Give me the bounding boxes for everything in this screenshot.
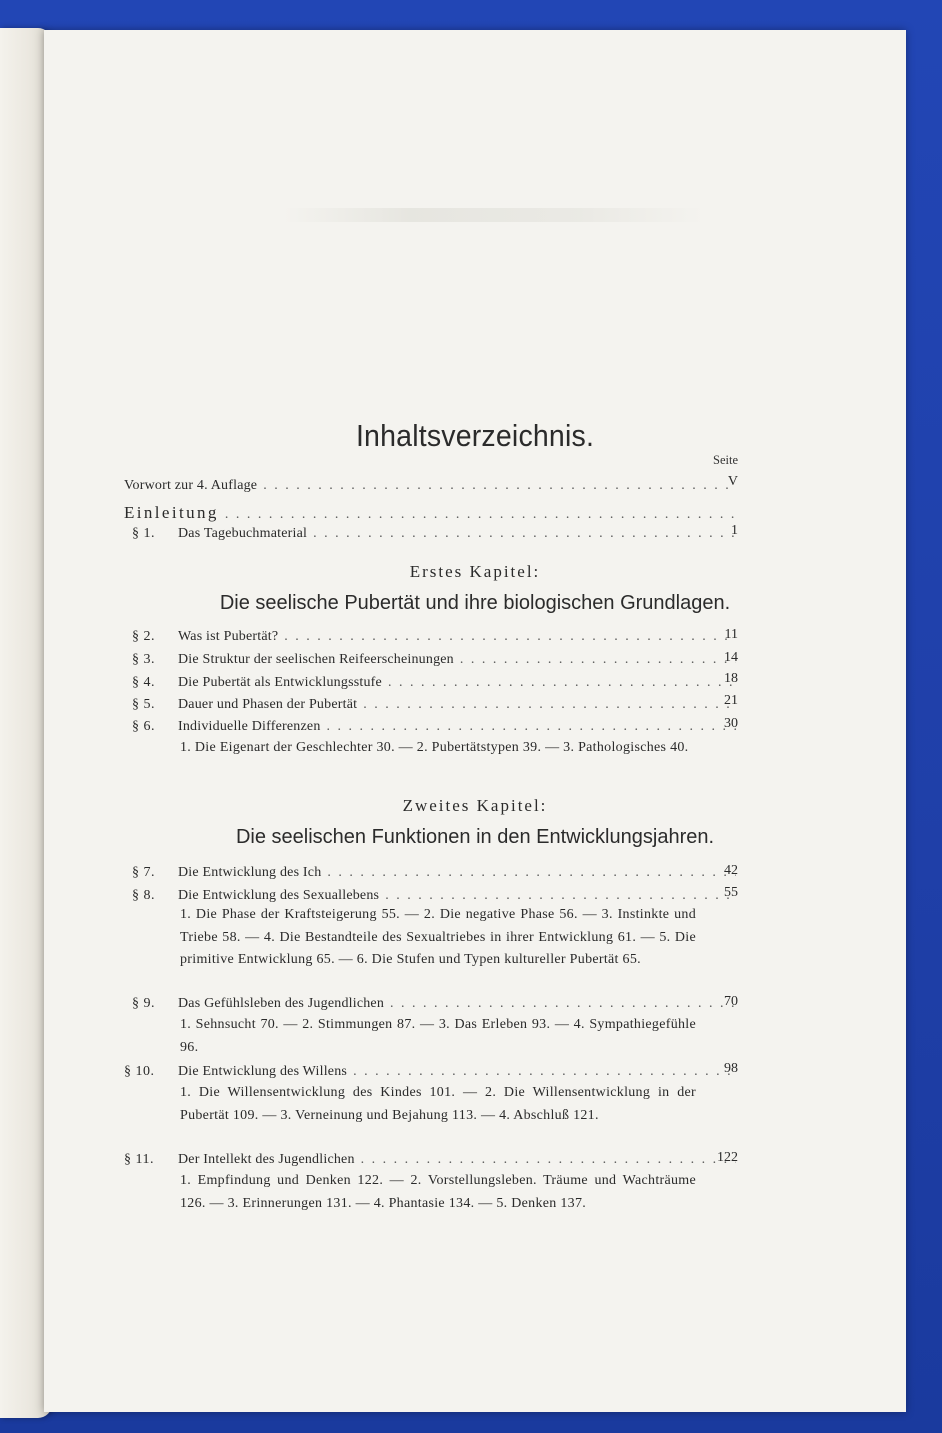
chapter-heading: Zweites Kapitel: xyxy=(402,796,548,815)
section-number: § 7. xyxy=(132,865,155,880)
subentries-9: 1. Sehnsucht 70. — 2. Stimmungen 87. — 3. Das Erleben 93. — 4. Sympathiegefühle 96. xyxy=(180,1017,696,1055)
toc-row-3 xyxy=(124,650,736,670)
entry-label: Was ist Pubertät? xyxy=(178,629,279,644)
page-title: Inhaltsverzeichnis. xyxy=(355,418,595,453)
toc-row-8 xyxy=(124,886,736,906)
entry-label: Die Pubertät als Entwicklungsstufe xyxy=(178,675,382,690)
page-number: V xyxy=(727,474,738,489)
page-number: 98 xyxy=(724,1061,738,1076)
entry-label: Dauer und Phasen der Pubertät xyxy=(178,697,358,712)
leader-dots xyxy=(390,994,736,1014)
toc-row-9 xyxy=(124,994,736,1014)
entry-label: Vorwort zur 4. Auflage xyxy=(124,478,258,493)
leader-dots xyxy=(361,1150,736,1170)
toc-row-einleitung xyxy=(124,500,736,526)
leader-dots xyxy=(363,695,736,715)
entry-label: Einleitung xyxy=(124,503,219,522)
subentries-11: 1. Empfindung und Denken 122. — 2. Vorstellungsleben. Träume und Wachträume 126. — 3. Erinnerungen 131. — 4. Phantasie 134. — 5. Denken 137. xyxy=(180,1173,696,1211)
toc-row-6 xyxy=(124,717,736,737)
leader-dots xyxy=(284,627,736,647)
page-number: 14 xyxy=(724,650,738,665)
section-number: § 9. xyxy=(132,996,155,1011)
page-number: 11 xyxy=(724,627,738,642)
toc-row-7 xyxy=(124,863,736,883)
book-page xyxy=(44,30,906,1412)
page-number: 21 xyxy=(724,693,738,708)
page-number: 55 xyxy=(724,885,738,900)
leader-dots xyxy=(385,886,736,906)
toc-row-11 xyxy=(124,1150,736,1170)
entry-label: Die Entwicklung des Willens xyxy=(178,1064,348,1079)
seite-label: Seite xyxy=(713,453,738,467)
leader-dots xyxy=(263,476,736,496)
section-number: § 10. xyxy=(124,1064,155,1079)
page-number: 122 xyxy=(717,1150,738,1165)
section-number: § 8. xyxy=(132,888,155,903)
section-number: § 1. xyxy=(132,526,155,541)
entry-label: Das Tagebuchmaterial xyxy=(178,526,308,541)
toc-row-1 xyxy=(124,524,736,544)
leader-dots xyxy=(327,717,736,737)
entry-label: Individuelle Differenzen xyxy=(178,719,321,734)
section-number: § 6. xyxy=(132,719,155,734)
page-number: 30 xyxy=(724,716,738,731)
entry-label: Die Entwicklung des Ich xyxy=(178,865,322,880)
leader-dots xyxy=(313,524,736,544)
section-number: § 11. xyxy=(124,1152,154,1167)
toc-row-4 xyxy=(124,673,736,693)
entry-label: Der Intellekt des Jugendlichen xyxy=(178,1152,355,1167)
toc-row-2 xyxy=(124,627,736,647)
chapter-subtitle: Die seelische Pubertät und ihre biologischen Grundlagen. xyxy=(219,592,731,614)
section-number: § 2. xyxy=(132,629,155,644)
entry-label: Das Gefühlsleben des Jugendlichen xyxy=(178,996,385,1011)
toc-row-5 xyxy=(124,695,736,715)
chapter-subtitle: Die seelischen Funktionen in den Entwicklungsjahren. xyxy=(235,826,715,848)
leader-dots xyxy=(327,863,736,883)
section-number: § 3. xyxy=(132,652,155,667)
section-number: § 4. xyxy=(132,675,155,690)
page-number: 18 xyxy=(724,671,738,686)
toc-row-10 xyxy=(124,1062,736,1082)
entry-label: Die Struktur der seelischen Reifeerscheinungen xyxy=(178,652,454,667)
chapter-heading: Erstes Kapitel: xyxy=(409,562,541,581)
leader-dots xyxy=(388,673,736,693)
page-number: 1 xyxy=(731,523,738,538)
page-number: 42 xyxy=(724,863,738,878)
toc-row-vorwort xyxy=(124,476,736,496)
subentries-8: 1. Die Phase der Kraftsteigerung 55. — 2. Die negative Phase 56. — 3. Instinkte und Triebe 58. — 4. Die Bestandteile des Sexualtriebes in ihrer Entwicklung 61. — 5. Die primitive Entwicklung 65. — 6. Die Stufen und Typen kultureller Pubertät 65. xyxy=(180,907,696,967)
subentries-10: 1. Die Willensentwicklung des Kindes 101. — 2. Die Willensentwicklung in der Pubertät 109. — 3. Verneinung und Bejahung 113. — 4. Abschluß 121. xyxy=(180,1085,696,1123)
section-number: § 5. xyxy=(132,697,155,712)
leader-dots xyxy=(353,1062,736,1082)
entry-label: Die Entwicklung des Sexuallebens xyxy=(178,888,380,903)
subentries-6: 1. Die Eigenart der Geschlechter 30. — 2. Pubertätstypen 39. — 3. Pathologisches 40. xyxy=(180,740,689,755)
page-number: 70 xyxy=(724,994,738,1009)
show-through-text xyxy=(284,208,704,222)
